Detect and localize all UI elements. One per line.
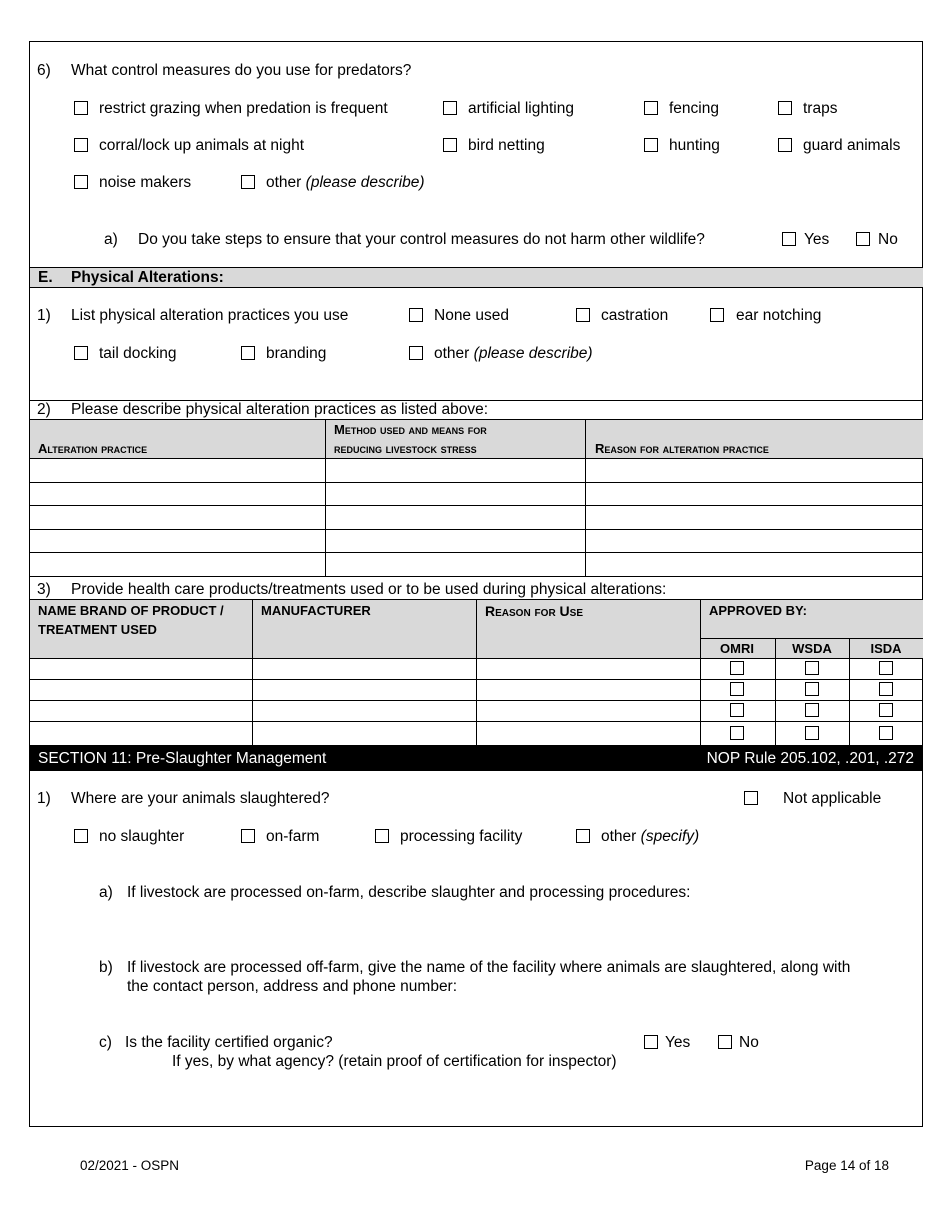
th-manufacturer: MANUFACTURER (261, 603, 371, 618)
label-restrict-grazing: restrict grazing when predation is frequent (99, 100, 388, 117)
checkbox-on-farm[interactable] (241, 829, 255, 843)
checkbox-wsda-row1[interactable] (805, 661, 819, 675)
checkbox-e-other[interactable] (409, 346, 423, 360)
checkbox-wsda-row3[interactable] (805, 703, 819, 717)
label-q6a-yes: Yes (804, 231, 830, 248)
label-not-applicable: Not applicable (783, 790, 882, 807)
checkbox-hunting[interactable] (644, 138, 658, 152)
table1-row-line (30, 529, 923, 530)
table1-row-line (30, 505, 923, 506)
checkbox-not-applicable[interactable] (744, 791, 758, 805)
checkbox-omri-row4[interactable] (730, 726, 744, 740)
checkbox-restrict-grazing[interactable] (74, 101, 88, 115)
table2-col-divider (849, 638, 850, 745)
s11-b-text-1: If livestock are processed off-farm, give the name of the facility where animals are slaughtered, along with (127, 959, 851, 976)
checkbox-tail-docking[interactable] (74, 346, 88, 360)
label-ear-notching: ear notching (736, 307, 822, 324)
table2-row-line (30, 658, 923, 659)
checkbox-corral[interactable] (74, 138, 88, 152)
label-branding: branding (266, 345, 327, 362)
e-q3-number: 3) (37, 581, 51, 598)
checkbox-isda-row4[interactable] (879, 726, 893, 740)
table2-col-divider (775, 638, 776, 745)
checkbox-noise-makers[interactable] (74, 175, 88, 189)
table1-row-line (30, 576, 923, 577)
th-approved-by: APPROVED BY: (709, 603, 807, 618)
th-method-used: Method used and means for (334, 422, 487, 437)
s11-c-label: c) (99, 1034, 112, 1051)
table2-row-line (30, 700, 923, 701)
section-11-rule: NOP Rule 205.102, .201, .272 (706, 750, 914, 767)
checkbox-guard-animals[interactable] (778, 138, 792, 152)
checkbox-s11c-yes[interactable] (644, 1035, 658, 1049)
e-q2-text: Please describe physical alteration practices as listed above: (71, 401, 489, 418)
checkbox-q6a-no[interactable] (856, 232, 870, 246)
label-artificial-lighting: artificial lighting (468, 100, 574, 117)
label-on-farm: on-farm (266, 828, 320, 845)
checkbox-s11-other[interactable] (576, 829, 590, 843)
th-wsda: WSDA (792, 641, 832, 656)
label-s11-other: other (specify) (601, 828, 700, 845)
label-s11c-no: No (739, 1034, 759, 1051)
s11-c-text: Is the facility certified organic? (125, 1034, 333, 1051)
table2-subheader-line (700, 638, 923, 639)
section-e-title: Physical Alterations: (71, 269, 224, 286)
label-bird-netting: bird netting (468, 137, 545, 154)
s11-c-text-2: If yes, by what agency? (retain proof of certification for inspector) (172, 1053, 617, 1070)
table2-row-line (30, 721, 923, 722)
label-processing-facility: processing facility (400, 828, 523, 845)
th-alteration-practice: Alteration practice (38, 441, 148, 456)
checkbox-branding[interactable] (241, 346, 255, 360)
checkbox-no-slaughter[interactable] (74, 829, 88, 843)
checkbox-none-used[interactable] (409, 308, 423, 322)
label-q6a-no: No (878, 231, 898, 248)
checkbox-isda-row3[interactable] (879, 703, 893, 717)
footer-form-id: 02/2021 - OSPN (80, 1158, 180, 1173)
th-reducing-stress: reducing livestock stress (334, 441, 477, 456)
checkbox-s11c-no[interactable] (718, 1035, 732, 1049)
table2-col-divider (252, 599, 253, 745)
checkbox-processing-facility[interactable] (375, 829, 389, 843)
q6a-question: Do you take steps to ensure that your control measures do not harm other wildlife? (138, 231, 705, 248)
e-q1-text: List physical alteration practices you use (71, 307, 349, 324)
checkbox-q6a-yes[interactable] (782, 232, 796, 246)
checkbox-bird-netting[interactable] (443, 138, 457, 152)
th-treatment-used: TREATMENT USED (38, 622, 157, 637)
checkbox-fencing[interactable] (644, 101, 658, 115)
table1-row-line (30, 482, 923, 483)
e-q2-number: 2) (37, 401, 51, 418)
label-none-used: None used (434, 307, 509, 324)
checkbox-isda-row2[interactable] (879, 682, 893, 696)
s11-a-label: a) (99, 884, 113, 901)
table2-col-divider (700, 599, 701, 745)
e-q3-text: Provide health care products/treatments used or to be used during physical alterations: (71, 581, 667, 598)
th-name-brand: NAME BRAND OF PRODUCT / (38, 603, 224, 618)
label-fencing: fencing (669, 100, 719, 117)
s11-q1-number: 1) (37, 790, 51, 807)
table1-row-line (30, 552, 923, 553)
checkbox-omri-row3[interactable] (730, 703, 744, 717)
label-hunting: hunting (669, 137, 720, 154)
label-traps: traps (803, 100, 838, 117)
checkbox-omri-row2[interactable] (730, 682, 744, 696)
s11-q1-text: Where are your animals slaughtered? (71, 790, 330, 807)
th-reason-alteration: Reason for alteration practice (595, 441, 769, 456)
th-reason-for-use: Reason for Use (485, 603, 584, 619)
e-q1-number: 1) (37, 307, 51, 324)
th-isda: ISDA (870, 641, 902, 656)
checkbox-ear-notching[interactable] (710, 308, 724, 322)
checkbox-artificial-lighting[interactable] (443, 101, 457, 115)
table2-col-divider (476, 599, 477, 745)
s11-b-text-2: the contact person, address and phone number: (127, 978, 458, 995)
label-noise-makers: noise makers (99, 174, 192, 191)
checkbox-wsda-row2[interactable] (805, 682, 819, 696)
section-e-letter: E. (38, 269, 53, 286)
table2-row-line (30, 679, 923, 680)
label-tail-docking: tail docking (99, 345, 177, 362)
label-q6-other: other (please describe) (266, 174, 425, 191)
s11-a-text: If livestock are processed on-farm, describe slaughter and processing procedures: (127, 884, 691, 901)
s11-b-label: b) (99, 959, 113, 976)
label-s11c-yes: Yes (665, 1034, 691, 1051)
q6a-label: a) (104, 231, 118, 248)
q6-question: What control measures do you use for predators? (71, 62, 412, 79)
th-omri: OMRI (720, 641, 754, 656)
checkbox-wsda-row4[interactable] (805, 726, 819, 740)
checkbox-omri-row1[interactable] (730, 661, 744, 675)
label-corral: corral/lock up animals at night (99, 137, 305, 154)
label-guard-animals: guard animals (803, 137, 901, 154)
checkbox-isda-row1[interactable] (879, 661, 893, 675)
section-11-title: SECTION 11: Pre-Slaughter Management (38, 750, 327, 767)
q6-number: 6) (37, 62, 51, 79)
checkbox-q6-other[interactable] (241, 175, 255, 189)
footer-page-number: Page 14 of 18 (804, 1158, 889, 1173)
checkbox-castration[interactable] (576, 308, 590, 322)
label-e-other: other (please describe) (434, 345, 593, 362)
label-castration: castration (601, 307, 669, 324)
label-no-slaughter: no slaughter (99, 828, 185, 845)
checkbox-traps[interactable] (778, 101, 792, 115)
